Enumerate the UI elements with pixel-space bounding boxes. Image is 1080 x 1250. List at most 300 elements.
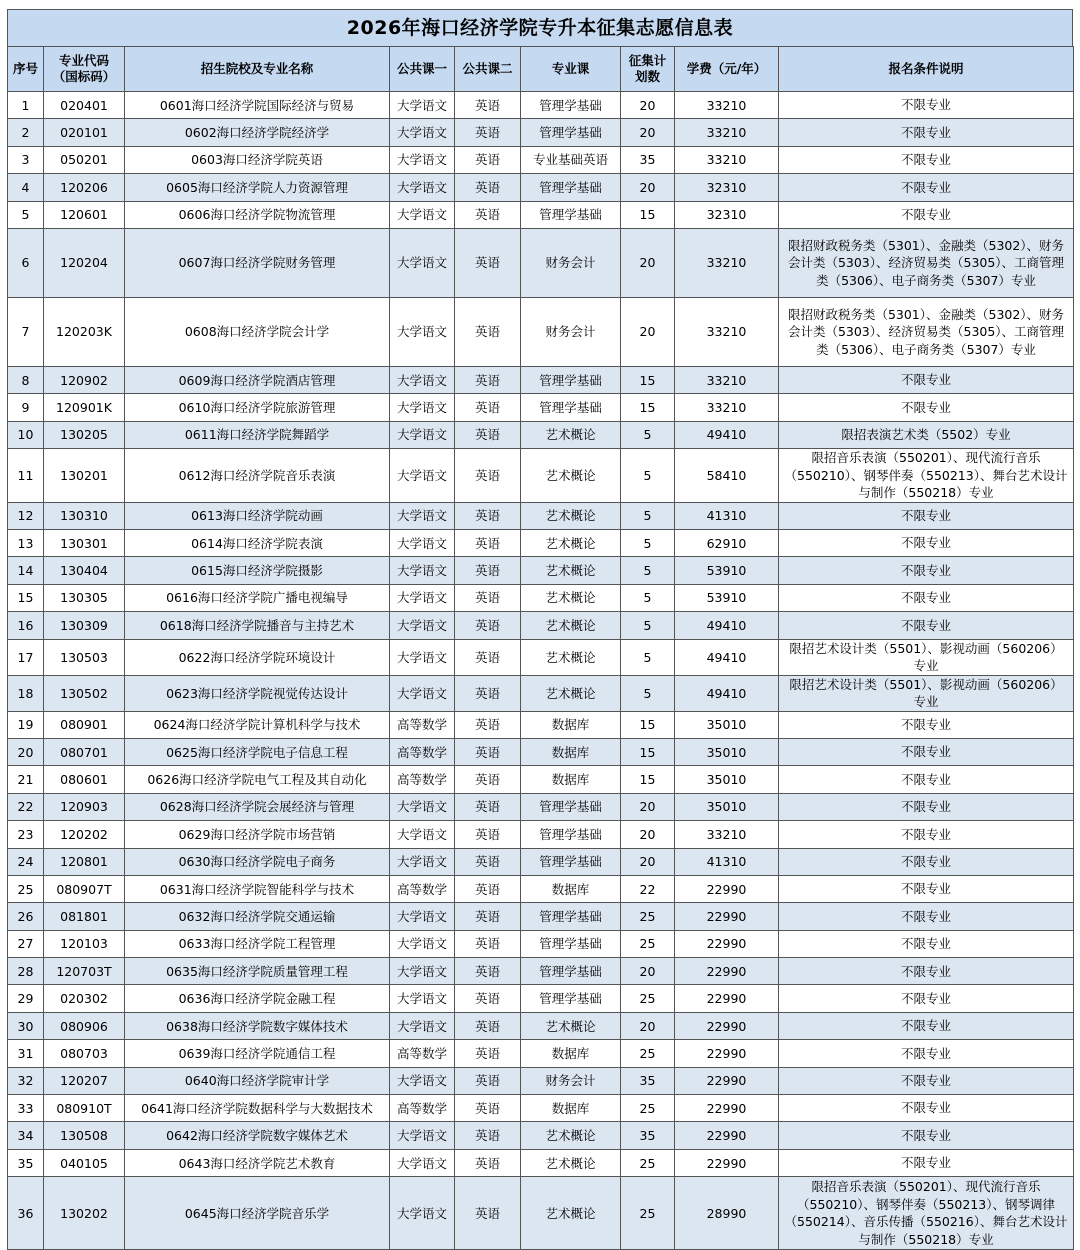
table-row: [8, 875, 1074, 902]
cell-plan: 5: [621, 584, 675, 611]
cell-note: 不限专业: [779, 119, 1074, 146]
cell-seq: 12: [8, 502, 44, 529]
cell-note: 不限专业: [779, 903, 1074, 930]
cell-seq: 29: [8, 985, 44, 1012]
cell-plan: 20: [621, 958, 675, 985]
table-row: [8, 366, 1074, 393]
cell-major: 管理学基础: [521, 394, 621, 421]
cell-plan: 15: [621, 738, 675, 765]
cell-name: 0625海口经济学院电子信息工程: [125, 738, 390, 765]
cell-major: 艺术概论: [521, 530, 621, 557]
cell-plan: 15: [621, 366, 675, 393]
cell-note: 不限专业: [779, 1149, 1074, 1176]
cell-seq: 7: [8, 297, 44, 366]
cell-pub1: 大学语文: [390, 903, 455, 930]
table-row: [8, 174, 1074, 201]
table-title: 2026年海口经济学院专升本征集志愿信息表: [7, 9, 1073, 46]
cell-name: 0605海口经济学院人力资源管理: [125, 174, 390, 201]
cell-pub2: 英语: [455, 366, 521, 393]
cell-pub2: 英语: [455, 1012, 521, 1039]
header-row: [8, 47, 1074, 92]
cell-note: 不限专业: [779, 394, 1074, 421]
cell-pub1: 大学语文: [390, 394, 455, 421]
cell-note: 不限专业: [779, 1095, 1074, 1122]
cell-major: 艺术概论: [521, 1149, 621, 1176]
cell-seq: 22: [8, 793, 44, 820]
cell-major: 管理学基础: [521, 92, 621, 119]
cell-fee: 22990: [675, 1149, 779, 1176]
cell-fee: 53910: [675, 557, 779, 584]
cell-major: 艺术概论: [521, 557, 621, 584]
table-row: [8, 92, 1074, 119]
cell-code: 120902: [44, 366, 125, 393]
cell-pub1: 大学语文: [390, 1012, 455, 1039]
header-major: 专业课: [521, 47, 621, 92]
cell-seq: 18: [8, 675, 44, 711]
cell-seq: 13: [8, 530, 44, 557]
cell-pub1: 大学语文: [390, 1122, 455, 1149]
cell-seq: 35: [8, 1149, 44, 1176]
cell-pub1: 大学语文: [390, 201, 455, 228]
cell-code: 120901K: [44, 394, 125, 421]
header-name: 招生院校及专业名称: [125, 47, 390, 92]
cell-plan: 20: [621, 174, 675, 201]
cell-pub2: 英语: [455, 930, 521, 957]
cell-pub1: 高等数学: [390, 875, 455, 902]
table-row: [8, 1177, 1074, 1250]
cell-fee: 32310: [675, 174, 779, 201]
cell-plan: 20: [621, 92, 675, 119]
table-row: [8, 985, 1074, 1012]
cell-seq: 10: [8, 421, 44, 448]
cell-code: 120202: [44, 821, 125, 848]
table-row: [8, 711, 1074, 738]
cell-major: 数据库: [521, 711, 621, 738]
cell-name: 0629海口经济学院市场营销: [125, 821, 390, 848]
cell-pub2: 英语: [455, 766, 521, 793]
cell-note: 不限专业: [779, 612, 1074, 639]
cell-fee: 22990: [675, 1067, 779, 1094]
table-row: [8, 394, 1074, 421]
cell-fee: 49410: [675, 612, 779, 639]
cell-plan: 5: [621, 449, 675, 503]
cell-pub2: 英语: [455, 985, 521, 1012]
cell-seq: 9: [8, 394, 44, 421]
cell-seq: 21: [8, 766, 44, 793]
cell-code: 020101: [44, 119, 125, 146]
cell-note: 不限专业: [779, 793, 1074, 820]
header-code: [44, 47, 125, 92]
cell-fee: 22990: [675, 903, 779, 930]
cell-fee: 58410: [675, 449, 779, 503]
cell-pub2: 英语: [455, 1095, 521, 1122]
cell-note: 不限专业: [779, 1012, 1074, 1039]
header-plan: [621, 47, 675, 92]
cell-name: 0607海口经济学院财务管理: [125, 228, 390, 297]
table-row: [8, 146, 1074, 173]
cell-seq: 19: [8, 711, 44, 738]
table-row: [8, 1012, 1074, 1039]
cell-seq: 3: [8, 146, 44, 173]
cell-name: 0628海口经济学院会展经济与管理: [125, 793, 390, 820]
cell-note: 不限专业: [779, 930, 1074, 957]
cell-pub2: 英语: [455, 639, 521, 675]
cell-code: 120801: [44, 848, 125, 875]
table-row: [8, 297, 1074, 366]
cell-fee: 35010: [675, 766, 779, 793]
cell-fee: 53910: [675, 584, 779, 611]
cell-pub1: 大学语文: [390, 985, 455, 1012]
cell-code: 120206: [44, 174, 125, 201]
cell-pub2: 英语: [455, 394, 521, 421]
table-row: [8, 612, 1074, 639]
cell-name: 0631海口经济学院智能科学与技术: [125, 875, 390, 902]
cell-plan: 20: [621, 297, 675, 366]
cell-plan: 25: [621, 985, 675, 1012]
cell-major: 管理学基础: [521, 201, 621, 228]
cell-note: 限招财政税务类（5301）、金融类（5302）、财务会计类（5303）、经济贸易类（5305）、工商管理类（5306）、电子商务类（5307）专业: [779, 228, 1074, 297]
cell-pub1: 大学语文: [390, 584, 455, 611]
cell-major: 管理学基础: [521, 366, 621, 393]
cell-pub2: 英语: [455, 174, 521, 201]
cell-name: 0606海口经济学院物流管理: [125, 201, 390, 228]
cell-major: 数据库: [521, 1095, 621, 1122]
header-code-line2: （国标码）: [52, 69, 116, 84]
cell-name: 0640海口经济学院审计学: [125, 1067, 390, 1094]
table-row: [8, 530, 1074, 557]
cell-pub1: 大学语文: [390, 297, 455, 366]
cell-fee: 49410: [675, 639, 779, 675]
cell-code: 120703T: [44, 958, 125, 985]
cell-seq: 20: [8, 738, 44, 765]
table-row: [8, 421, 1074, 448]
cell-major: 艺术概论: [521, 639, 621, 675]
cell-fee: 33210: [675, 92, 779, 119]
cell-name: 0626海口经济学院电气工程及其自动化: [125, 766, 390, 793]
cell-major: 艺术概论: [521, 675, 621, 711]
cell-name: 0616海口经济学院广播电视编导: [125, 584, 390, 611]
cell-code: 120601: [44, 201, 125, 228]
cell-pub1: 大学语文: [390, 557, 455, 584]
cell-code: 080910T: [44, 1095, 125, 1122]
cell-pub2: 英语: [455, 146, 521, 173]
cell-name: 0624海口经济学院计算机科学与技术: [125, 711, 390, 738]
cell-plan: 15: [621, 201, 675, 228]
cell-pub2: 英语: [455, 449, 521, 503]
cell-code: 020401: [44, 92, 125, 119]
cell-seq: 1: [8, 92, 44, 119]
cell-seq: 33: [8, 1095, 44, 1122]
cell-plan: 20: [621, 119, 675, 146]
cell-fee: 22990: [675, 958, 779, 985]
cell-pub2: 英语: [455, 675, 521, 711]
cell-major: 艺术概论: [521, 449, 621, 503]
table-row: [8, 449, 1074, 503]
cell-note: 限招财政税务类（5301）、金融类（5302）、财务会计类（5303）、经济贸易类（5305）、工商管理类（5306）、电子商务类（5307）专业: [779, 297, 1074, 366]
cell-major: 专业基础英语: [521, 146, 621, 173]
cell-fee: 22990: [675, 985, 779, 1012]
cell-name: 0623海口经济学院视觉传达设计: [125, 675, 390, 711]
cell-name: 0630海口经济学院电子商务: [125, 848, 390, 875]
cell-pub1: 大学语文: [390, 228, 455, 297]
cell-pub1: 大学语文: [390, 675, 455, 711]
cell-pub1: 大学语文: [390, 1177, 455, 1250]
table-row: [8, 502, 1074, 529]
cell-name: 0635海口经济学院质量管理工程: [125, 958, 390, 985]
cell-name: 0636海口经济学院金融工程: [125, 985, 390, 1012]
cell-name: 0641海口经济学院数据科学与大数据技术: [125, 1095, 390, 1122]
cell-fee: 49410: [675, 421, 779, 448]
cell-plan: 5: [621, 421, 675, 448]
cell-code: 130202: [44, 1177, 125, 1250]
cell-fee: 33210: [675, 821, 779, 848]
table-row: [8, 557, 1074, 584]
cell-seq: 16: [8, 612, 44, 639]
cell-pub1: 大学语文: [390, 502, 455, 529]
cell-pub2: 英语: [455, 1067, 521, 1094]
table-row: [8, 930, 1074, 957]
cell-name: 0632海口经济学院交通运输: [125, 903, 390, 930]
table-body: [8, 92, 1074, 1250]
cell-pub2: 英语: [455, 421, 521, 448]
cell-code: 120204: [44, 228, 125, 297]
cell-pub2: 英语: [455, 793, 521, 820]
cell-note: 不限专业: [779, 848, 1074, 875]
cell-pub1: 高等数学: [390, 1040, 455, 1067]
cell-plan: 15: [621, 766, 675, 793]
cell-name: 0615海口经济学院摄影: [125, 557, 390, 584]
cell-major: 管理学基础: [521, 903, 621, 930]
cell-seq: 26: [8, 903, 44, 930]
cell-seq: 34: [8, 1122, 44, 1149]
cell-name: 0639海口经济学院通信工程: [125, 1040, 390, 1067]
cell-major: 管理学基础: [521, 174, 621, 201]
header-plan-line1: 征集计: [628, 53, 667, 68]
cell-major: 管理学基础: [521, 119, 621, 146]
cell-major: 管理学基础: [521, 985, 621, 1012]
cell-pub2: 英语: [455, 228, 521, 297]
cell-code: 130201: [44, 449, 125, 503]
cell-pub2: 英语: [455, 297, 521, 366]
cell-note: 不限专业: [779, 711, 1074, 738]
cell-fee: 62910: [675, 530, 779, 557]
table-row: [8, 903, 1074, 930]
table-row: [8, 1067, 1074, 1094]
cell-code: 050201: [44, 146, 125, 173]
cell-pub1: 大学语文: [390, 449, 455, 503]
cell-note: 不限专业: [779, 1122, 1074, 1149]
cell-code: 130309: [44, 612, 125, 639]
cell-plan: 15: [621, 711, 675, 738]
cell-note: 不限专业: [779, 174, 1074, 201]
table-row: [8, 848, 1074, 875]
cell-seq: 2: [8, 119, 44, 146]
cell-fee: 33210: [675, 297, 779, 366]
cell-major: 数据库: [521, 875, 621, 902]
cell-note: 不限专业: [779, 1067, 1074, 1094]
cell-seq: 5: [8, 201, 44, 228]
cell-note: 不限专业: [779, 766, 1074, 793]
cell-note: 不限专业: [779, 557, 1074, 584]
cell-fee: 33210: [675, 394, 779, 421]
cell-code: 120203K: [44, 297, 125, 366]
cell-code: 080703: [44, 1040, 125, 1067]
cell-plan: 5: [621, 502, 675, 529]
cell-pub2: 英语: [455, 119, 521, 146]
table-row: [8, 958, 1074, 985]
cell-plan: 25: [621, 903, 675, 930]
cell-seq: 11: [8, 449, 44, 503]
cell-pub2: 英语: [455, 903, 521, 930]
cell-pub1: 大学语文: [390, 92, 455, 119]
table-row: [8, 584, 1074, 611]
cell-name: 0602海口经济学院经济学: [125, 119, 390, 146]
cell-pub2: 英语: [455, 530, 521, 557]
cell-code: 040105: [44, 1149, 125, 1176]
table-row: [8, 821, 1074, 848]
cell-major: 数据库: [521, 738, 621, 765]
cell-seq: 15: [8, 584, 44, 611]
cell-name: 0645海口经济学院音乐学: [125, 1177, 390, 1250]
cell-seq: 24: [8, 848, 44, 875]
cell-plan: 35: [621, 1122, 675, 1149]
header-code-line1: 专业代码: [58, 53, 109, 68]
cell-pub2: 英语: [455, 1177, 521, 1250]
cell-pub2: 英语: [455, 92, 521, 119]
cell-fee: 49410: [675, 675, 779, 711]
cell-plan: 35: [621, 1067, 675, 1094]
cell-fee: 35010: [675, 738, 779, 765]
cell-pub2: 英语: [455, 502, 521, 529]
cell-pub2: 英语: [455, 875, 521, 902]
cell-fee: 32310: [675, 201, 779, 228]
cell-note: 不限专业: [779, 502, 1074, 529]
cell-pub1: 高等数学: [390, 738, 455, 765]
cell-code: 120103: [44, 930, 125, 957]
cell-code: 020302: [44, 985, 125, 1012]
cell-major: 艺术概论: [521, 584, 621, 611]
cell-code: 120207: [44, 1067, 125, 1094]
cell-fee: 22990: [675, 1122, 779, 1149]
table-row: [8, 675, 1074, 711]
cell-pub2: 英语: [455, 958, 521, 985]
cell-plan: 25: [621, 1149, 675, 1176]
cell-major: 数据库: [521, 1040, 621, 1067]
cell-name: 0618海口经济学院播音与主持艺术: [125, 612, 390, 639]
cell-major: 艺术概论: [521, 612, 621, 639]
cell-fee: 22990: [675, 1012, 779, 1039]
cell-note: 限招艺术设计类（5501）、影视动画（560206）专业: [779, 639, 1074, 675]
cell-major: 艺术概论: [521, 1122, 621, 1149]
table-row: [8, 228, 1074, 297]
cell-major: 管理学基础: [521, 793, 621, 820]
cell-plan: 22: [621, 875, 675, 902]
cell-name: 0610海口经济学院旅游管理: [125, 394, 390, 421]
cell-note: 限招音乐表演（550201）、现代流行音乐（550210）、钢琴伴奏（550213）、舞台艺术设计与制作（550218）专业: [779, 449, 1074, 503]
cell-fee: 41310: [675, 502, 779, 529]
cell-pub1: 高等数学: [390, 1095, 455, 1122]
cell-name: 0603海口经济学院英语: [125, 146, 390, 173]
header-seq: 序号: [8, 47, 44, 92]
cell-note: 限招艺术设计类（5501）、影视动画（560206）专业: [779, 675, 1074, 711]
cell-major: 艺术概论: [521, 1177, 621, 1250]
cell-note: 不限专业: [779, 821, 1074, 848]
cell-code: 130503: [44, 639, 125, 675]
table-row: [8, 1149, 1074, 1176]
cell-pub2: 英语: [455, 1040, 521, 1067]
cell-code: 130205: [44, 421, 125, 448]
cell-code: 130310: [44, 502, 125, 529]
cell-seq: 23: [8, 821, 44, 848]
cell-pub2: 英语: [455, 738, 521, 765]
cell-seq: 8: [8, 366, 44, 393]
table-row: [8, 766, 1074, 793]
cell-pub1: 大学语文: [390, 119, 455, 146]
cell-major: 艺术概论: [521, 502, 621, 529]
cell-plan: 20: [621, 1012, 675, 1039]
table-row: [8, 119, 1074, 146]
cell-plan: 20: [621, 848, 675, 875]
table-row: [8, 1122, 1074, 1149]
cell-pub1: 大学语文: [390, 146, 455, 173]
cell-major: 管理学基础: [521, 958, 621, 985]
cell-pub1: 大学语文: [390, 639, 455, 675]
cell-plan: 25: [621, 930, 675, 957]
cell-seq: 32: [8, 1067, 44, 1094]
cell-seq: 28: [8, 958, 44, 985]
cell-name: 0601海口经济学院国际经济与贸易: [125, 92, 390, 119]
cell-code: 080701: [44, 738, 125, 765]
cell-name: 0611海口经济学院舞蹈学: [125, 421, 390, 448]
header-fee: 学费（元/年）: [675, 47, 779, 92]
cell-fee: 41310: [675, 848, 779, 875]
cell-pub1: 大学语文: [390, 421, 455, 448]
table-row: [8, 738, 1074, 765]
cell-name: 0609海口经济学院酒店管理: [125, 366, 390, 393]
cell-major: 艺术概论: [521, 1012, 621, 1039]
cell-major: 财务会计: [521, 297, 621, 366]
table-row: [8, 1095, 1074, 1122]
header-note: 报名条件说明: [779, 47, 1074, 92]
table-frame: [7, 9, 1073, 1250]
cell-note: 不限专业: [779, 366, 1074, 393]
cell-plan: 35: [621, 146, 675, 173]
cell-fee: 33210: [675, 119, 779, 146]
table-row: [8, 201, 1074, 228]
cell-note: 限招表演艺术类（5502）专业: [779, 421, 1074, 448]
cell-pub2: 英语: [455, 1122, 521, 1149]
cell-fee: 33210: [675, 228, 779, 297]
cell-code: 130508: [44, 1122, 125, 1149]
cell-name: 0612海口经济学院音乐表演: [125, 449, 390, 503]
cell-note: 不限专业: [779, 92, 1074, 119]
cell-pub2: 英语: [455, 848, 521, 875]
cell-seq: 36: [8, 1177, 44, 1250]
cell-pub1: 大学语文: [390, 1067, 455, 1094]
table-row: [8, 639, 1074, 675]
cell-seq: 27: [8, 930, 44, 957]
cell-name: 0638海口经济学院数字媒体技术: [125, 1012, 390, 1039]
table-row: [8, 793, 1074, 820]
cell-pub1: 大学语文: [390, 821, 455, 848]
cell-code: 130502: [44, 675, 125, 711]
cell-plan: 5: [621, 530, 675, 557]
cell-fee: 28990: [675, 1177, 779, 1250]
header-pub2: 公共课二: [455, 47, 521, 92]
cell-name: 0614海口经济学院表演: [125, 530, 390, 557]
cell-plan: 15: [621, 394, 675, 421]
cell-major: 财务会计: [521, 228, 621, 297]
